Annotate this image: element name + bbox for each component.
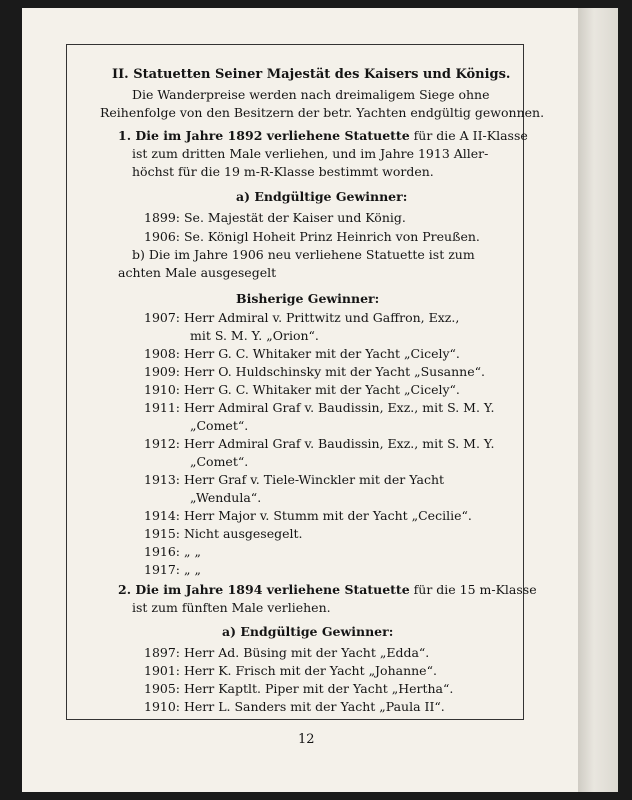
prior-winner-line: 1913: Herr Graf v. Tiele-Winckler mit der Yacht (144, 472, 445, 487)
item1-sub-b-line-1: b) Die im Jahre 1906 neu verliehene Statuette ist zum (132, 247, 475, 262)
item1-lead-line (118, 127, 528, 145)
section-title: II. Statuetten Seiner Majestät des Kaisers und Königs. (112, 67, 511, 82)
item1-line-2: höchst für die 19 m-R-Klasse bestimmt worden. (132, 164, 434, 179)
intro-line-1: Die Wanderpreise werden nach dreimaligem Siege ohne (132, 87, 490, 102)
prior-winner-line: „Wendula“. (190, 490, 262, 505)
intro-line-2: Reihenfolge von den Besitzern der betr. Yachten endgültig gewonnen. (100, 105, 545, 120)
prior-winner-line: 1907: Herr Admiral v. Prittwitz und Gaffron, Exz., (144, 310, 460, 325)
prior-winners-heading: Bisherige Gewinner: (236, 291, 380, 306)
item2-winner-3: 1905: Herr Kaptlt. Piper mit der Yacht „Hertha“. (144, 681, 454, 696)
item2-lead: 2. Die im Jahre 1894 verliehene Statuette (118, 582, 410, 597)
item2-winner-1: 1897: Herr Ad. Büsing mit der Yacht „Edda“. (144, 645, 430, 660)
item1-line-1: ist zum dritten Male verliehen, und im Jahre 1913 Aller- (132, 146, 489, 161)
prior-winner-line: 1912: Herr Admiral Graf v. Baudissin, Exz., mit S. M. Y. (144, 436, 495, 451)
prior-winner-line: „Comet“. (190, 454, 249, 469)
item1-lead-rest: für die A II-Klasse (409, 128, 528, 143)
prior-winner-line: 1909: Herr O. Huldschinsky mit der Yacht „Susanne“. (144, 364, 485, 379)
item1-lead: 1. Die im Jahre 1892 verliehene Statuette (118, 128, 410, 143)
prior-winner-line: 1915: Nicht ausgesegelt. (144, 526, 303, 541)
page-number: 12 (298, 732, 315, 747)
prior-winner-line: 1908: Herr G. C. Whitaker mit der Yacht „Cicely“. (144, 346, 460, 361)
prior-winner-line: 1917: „ „ (144, 562, 201, 577)
item2-winner-2: 1901: Herr K. Frisch mit der Yacht „Johanne“. (144, 663, 437, 678)
item1-sub-b-line-2: achten Male ausgesegelt (118, 265, 277, 280)
prior-winner-line: mit S. M. Y. „Orion“. (190, 328, 319, 343)
prior-winner-line: 1914: Herr Major v. Stumm mit der Yacht „Cecilie“. (144, 508, 472, 523)
item2-line-1: ist zum fünften Male verliehen. (132, 600, 331, 615)
prior-winner-line: 1910: Herr G. C. Whitaker mit der Yacht „Cicely“. (144, 382, 460, 397)
prior-winner-line: „Comet“. (190, 418, 249, 433)
prior-winner-line: 1911: Herr Admiral Graf v. Baudissin, Exz., mit S. M. Y. (144, 400, 495, 415)
item2-lead-line (118, 581, 537, 599)
item2-winner-4: 1910: Herr L. Sanders mit der Yacht „Paula II“. (144, 699, 445, 714)
item2-lead-rest: für die 15 m-Klasse (409, 582, 537, 597)
prior-winner-line: 1916: „ „ (144, 544, 201, 559)
item1-sub-a-heading: a) Endgültige Gewinner: (236, 189, 408, 204)
page-edge (578, 8, 618, 792)
item2-sub-a-heading: a) Endgültige Gewinner: (222, 624, 394, 639)
item1-winner-2: 1906: Se. Königl Hoheit Prinz Heinrich von Preußen. (144, 229, 480, 244)
item1-winner-1: 1899: Se. Majestät der Kaiser und König. (144, 210, 406, 225)
